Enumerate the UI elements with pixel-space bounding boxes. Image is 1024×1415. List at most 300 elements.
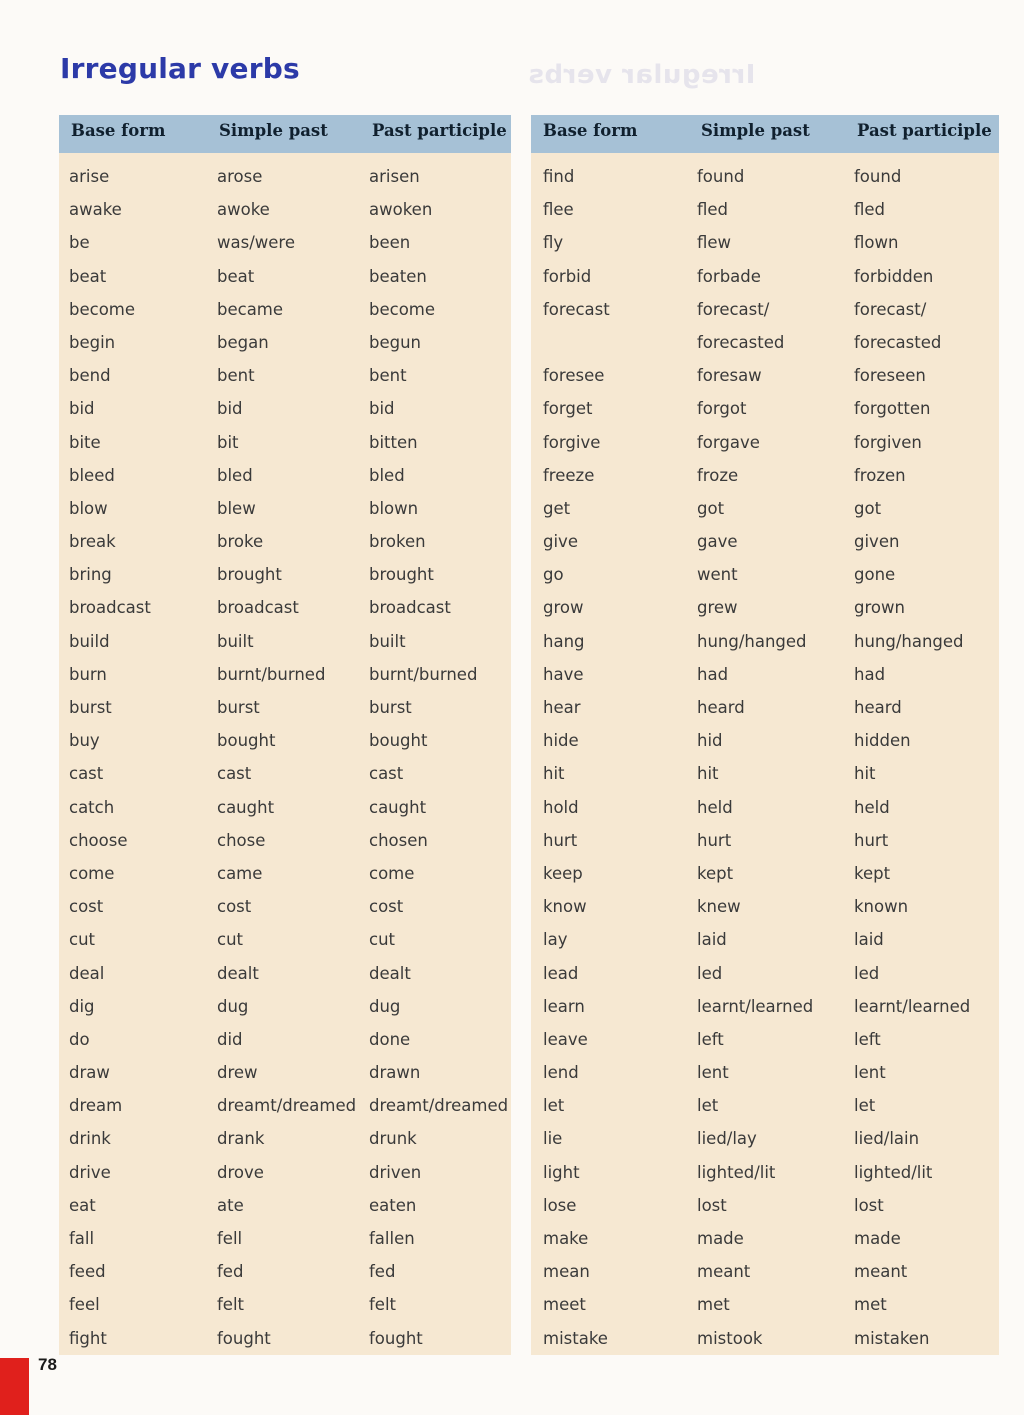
table-row [59,1255,511,1288]
table-row [59,226,511,259]
table-row [531,1089,999,1122]
past-participle-cell: forbidden [854,266,934,286]
simple-past-cell: beat [217,266,255,286]
simple-past-cell: drove [217,1162,264,1182]
base-form-cell: freeze [543,465,595,485]
past-participle-cell: got [854,498,882,518]
simple-past-cell: dug [217,996,249,1016]
table-body-left [59,160,511,1355]
past-participle-cell: been [369,233,411,253]
table-row [59,591,511,624]
past-participle-cell: fled [854,200,886,220]
table-row [59,1222,511,1255]
table-row [59,1122,511,1155]
table-row [59,1056,511,1089]
past-participle-cell: arisen [369,167,420,186]
table-row [59,326,511,359]
base-form-cell: hurt [543,830,578,850]
simple-past-cell: lost [697,1195,727,1215]
past-participle-cell: awoken [369,200,433,220]
past-participle-cell: hung/hanged [854,631,964,651]
past-participle-cell: hit [854,764,876,784]
simple-past-cell: knew [697,897,741,917]
past-participle-cell: forecast/ [854,299,927,319]
past-participle-cell: laid [854,930,884,950]
simple-past-cell: blew [217,498,256,518]
past-participle-cell: fallen [369,1229,415,1248]
simple-past-cell: came [217,863,263,883]
simple-past-cell: drew [217,1063,258,1083]
past-participle-cell: kept [854,863,891,883]
table-row [531,857,999,890]
base-form-cell: let [543,1096,565,1116]
simple-past-cell: flew [697,233,732,253]
table-row [531,260,999,293]
base-form-cell: burn [69,664,107,684]
header-past-participle: Past participle [372,121,507,140]
show-through-title: Irregular verbs [528,60,756,90]
base-form-cell: arise [69,167,110,186]
past-participle-cell: cut [369,930,395,950]
past-participle-cell: left [854,1029,881,1049]
past-participle-cell: bought [369,731,428,751]
base-form-cell: draw [69,1063,110,1083]
table-row [59,724,511,757]
past-participle-cell: grown [854,598,905,618]
base-form-cell: begin [69,332,116,352]
base-form-cell: lend [543,1063,579,1083]
past-participle-cell: bled [369,465,405,485]
simple-past-cell: held [697,797,733,817]
base-form-cell: make [543,1229,589,1248]
table-row [59,1023,511,1056]
table-row [531,724,999,757]
simple-past-cell: lent [697,1063,729,1083]
past-participle-cell: forgiven [854,432,922,452]
past-participle-cell: foreseen [854,366,926,386]
past-participle-cell: burst [369,698,412,717]
base-form-cell: bend [69,366,111,386]
past-participle-cell: bitten [369,432,418,452]
table-row [59,923,511,956]
base-form-cell: come [69,863,115,883]
past-participle-cell: frozen [854,465,906,485]
base-form-cell: dig [69,996,95,1016]
past-participle-cell: dug [369,996,401,1016]
table-row [59,857,511,890]
simple-past-cell: bent [217,366,255,386]
simple-past-cell: went [697,565,738,585]
past-participle-cell: known [854,897,909,917]
simple-past-cell: hid [697,731,723,751]
base-form-cell: bleed [69,465,115,485]
past-participle-cell: mistaken [854,1328,930,1348]
base-form-cell: forget [543,399,593,419]
simple-past-cell: fought [217,1328,271,1348]
simple-past-cell: forgot [697,399,747,419]
table-row [59,791,511,824]
simple-past-cell: began [217,332,269,352]
verb-table-right [531,115,999,1355]
base-form-cell: broadcast [69,598,151,618]
base-form-cell: cost [69,897,104,917]
simple-past-cell: learnt/learned [697,996,814,1016]
past-participle-cell: felt [369,1295,397,1315]
base-form-cell: drink [69,1129,111,1149]
past-participle-cell: given [854,532,900,552]
simple-past-cell: grew [697,598,738,618]
simple-past-cell: burnt/burned [217,664,326,684]
past-participle-cell: come [369,863,415,883]
table-row [531,990,999,1023]
table-row [59,392,511,425]
table-row [531,1023,999,1056]
past-participle-cell: lighted/lit [854,1162,933,1182]
simple-past-cell: cast [217,764,252,784]
table-row [59,990,511,1023]
past-participle-cell: forecasted [854,332,942,352]
simple-past-cell: gave [697,532,738,552]
base-form-cell: choose [69,830,128,850]
table-row [531,1222,999,1255]
simple-past-cell: awoke [217,200,270,220]
simple-past-cell: fed [217,1262,244,1282]
past-participle-cell: drunk [369,1129,417,1149]
base-form-cell: lead [543,963,579,983]
base-form-cell: break [69,532,116,552]
table-row [531,459,999,492]
simple-past-cell: led [697,963,723,983]
past-participle-cell: met [854,1295,887,1315]
past-participle-cell: broken [369,532,426,552]
simple-past-cell: cut [217,930,243,950]
simple-past-cell: bit [217,432,239,452]
table-row [59,359,511,392]
table-row [59,1288,511,1321]
past-participle-cell: lent [854,1063,886,1083]
past-participle-cell: had [854,664,886,684]
base-form-cell: eat [69,1195,96,1215]
past-participle-cell: burnt/burned [369,664,478,684]
base-form-cell: know [543,897,587,917]
base-form-cell: flee [543,200,574,220]
simple-past-cell: did [217,1029,243,1049]
simple-past-cell: chose [217,830,266,850]
base-form-cell: keep [543,863,583,883]
base-form-cell: beat [69,266,107,286]
base-form-cell: dream [69,1096,123,1116]
base-form-cell: hold [543,797,579,817]
past-participle-cell: gone [854,565,896,585]
simple-past-cell: forgave [697,432,760,452]
table-row [59,525,511,558]
table-header-left [59,115,511,153]
simple-past-cell: dealt [217,963,259,983]
simple-past-cell: fled [697,200,729,220]
past-participle-cell: caught [369,797,427,817]
simple-past-cell: found [697,167,745,186]
table-body-right [531,160,999,1355]
past-participle-cell: chosen [369,830,428,850]
table-row [59,193,511,226]
base-form-cell: become [69,299,136,319]
past-participle-cell: lost [854,1195,884,1215]
base-form-cell: drive [69,1162,111,1182]
simple-past-cell: bought [217,731,276,751]
page-title: Irregular verbs [60,52,300,85]
past-participle-cell: dealt [369,963,411,983]
past-participle-cell: held [854,797,890,817]
simple-past-cell: heard [697,698,745,717]
simple-past-cell: fell [217,1229,243,1248]
simple-past-cell: mistook [697,1328,763,1348]
table-row [531,1056,999,1089]
base-form-cell: cast [69,764,104,784]
base-form-cell: leave [543,1029,588,1049]
table-row [59,160,511,193]
table-row [59,492,511,525]
table-row [531,591,999,624]
base-form-cell: get [543,498,571,518]
simple-past-cell: ate [217,1195,244,1215]
base-form-cell: bid [69,399,95,419]
base-form-cell: bring [69,565,112,585]
table-row [59,1156,511,1189]
table-row [531,890,999,923]
table-row [531,160,999,193]
base-form-cell: feel [69,1295,100,1315]
base-form-cell: deal [69,963,105,983]
base-form-cell: forbid [543,266,592,286]
table-row [531,226,999,259]
simple-past-cell: foresaw [697,366,762,386]
simple-past-cell: broadcast [217,598,299,618]
table-row [531,625,999,658]
past-participle-cell: dreamt/dreamed [369,1096,509,1116]
simple-past-cell: forbade [697,266,761,286]
past-participle-cell: bent [369,366,407,386]
table-row [531,757,999,790]
table-row [59,459,511,492]
simple-past-cell: cost [217,897,252,917]
verb-table-left [59,115,511,1355]
simple-past-cell: brought [217,565,282,585]
table-row [59,957,511,990]
base-form-cell: hear [543,698,581,717]
past-participle-cell: fed [369,1262,396,1282]
header-base-form: Base form [71,121,166,140]
simple-past-cell: lied/lay [697,1129,757,1149]
past-participle-cell: flown [854,233,899,253]
table-row [531,1322,999,1355]
table-row [531,1156,999,1189]
base-form-cell: lay [543,930,568,950]
base-form-cell: awake [69,200,122,220]
base-form-cell: buy [69,731,100,751]
table-row [59,426,511,459]
simple-past-cell: got [697,498,725,518]
page-color-tab [0,1358,29,1415]
table-row [59,658,511,691]
base-form-cell: go [543,565,564,585]
table-row [59,824,511,857]
header-base-form: Base form [543,121,638,140]
past-participle-cell: brought [369,565,434,585]
past-participle-cell: begun [369,332,422,352]
base-form-cell: lose [543,1195,577,1215]
base-form-cell: have [543,664,584,684]
past-participle-cell: beaten [369,266,427,286]
past-participle-cell: blown [369,498,419,518]
simple-past-cell: froze [697,465,739,485]
table-row [59,1322,511,1355]
past-participle-cell: hurt [854,830,889,850]
base-form-cell: burst [69,698,112,717]
table-row [531,525,999,558]
table-row [531,1288,999,1321]
base-form-cell: grow [543,598,584,618]
simple-past-cell: left [697,1029,724,1049]
past-participle-cell: become [369,299,436,319]
past-participle-cell: meant [854,1262,908,1282]
simple-past-cell: meant [697,1262,751,1282]
page-number: 78 [38,1355,57,1374]
table-row [59,558,511,591]
simple-past-cell: bled [217,465,253,485]
table-row [531,558,999,591]
simple-past-cell: kept [697,863,734,883]
simple-past-cell: hit [697,764,719,784]
simple-past-cell: caught [217,797,275,817]
table-row [531,492,999,525]
table-row [531,923,999,956]
simple-past-cell: forecast/ [697,299,770,319]
past-participle-cell: driven [369,1162,422,1182]
table-header-right [531,115,999,153]
past-participle-cell: done [369,1029,411,1049]
table-row [59,293,511,326]
table-row [59,260,511,293]
table-row [59,890,511,923]
table-row [59,1089,511,1122]
simple-past-cell: laid [697,930,727,950]
past-participle-cell: fought [369,1328,423,1348]
simple-past-cell: had [697,664,729,684]
past-participle-cell: led [854,963,880,983]
simple-past-cell: hurt [697,830,732,850]
past-participle-cell: broadcast [369,598,451,618]
past-participle-cell: forgotten [854,399,931,419]
base-form-cell: forecast [543,299,610,319]
base-form-cell: lie [543,1129,563,1149]
simple-past-cell: forecasted [697,332,785,352]
past-participle-cell: let [854,1096,876,1116]
base-form-cell: fall [69,1229,95,1248]
simple-past-cell: hung/hanged [697,631,807,651]
base-form-cell: foresee [543,366,605,386]
base-form-cell: build [69,631,110,651]
base-form-cell: mistake [543,1328,608,1348]
base-form-cell: be [69,233,90,253]
base-form-cell: find [543,167,575,186]
past-participle-cell: found [854,167,902,186]
base-form-cell: learn [543,996,585,1016]
simple-past-cell: dreamt/dreamed [217,1096,357,1116]
table-row [531,791,999,824]
simple-past-cell: was/were [217,233,295,253]
simple-past-cell: felt [217,1295,245,1315]
base-form-cell: cut [69,930,95,950]
past-participle-cell: hidden [854,731,911,751]
header-past-participle: Past participle [857,121,992,140]
simple-past-cell: let [697,1096,719,1116]
table-row [531,326,999,359]
table-row [59,625,511,658]
base-form-cell: hide [543,731,579,751]
past-participle-cell: made [854,1229,901,1248]
base-form-cell: give [543,532,578,552]
header-simple-past: Simple past [701,121,810,140]
table-row [59,757,511,790]
base-form-cell: bite [69,432,101,452]
base-form-cell: hang [543,631,585,651]
past-participle-cell: learnt/learned [854,996,971,1016]
base-form-cell: forgive [543,432,601,452]
past-participle-cell: drawn [369,1063,421,1083]
table-row [531,193,999,226]
simple-past-cell: lighted/lit [697,1162,776,1182]
past-participle-cell: cost [369,897,404,917]
base-form-cell: mean [543,1262,590,1282]
past-participle-cell: bid [369,399,395,419]
past-participle-cell: built [369,631,406,651]
past-participle-cell: eaten [369,1195,417,1215]
table-row [531,359,999,392]
table-row [531,1122,999,1155]
header-simple-past: Simple past [219,121,328,140]
table-row [531,392,999,425]
table-row [531,1255,999,1288]
table-row [531,293,999,326]
simple-past-cell: built [217,631,254,651]
past-participle-cell: heard [854,698,902,717]
simple-past-cell: burst [217,698,260,717]
base-form-cell: meet [543,1295,586,1315]
table-row [531,658,999,691]
table-row [59,691,511,724]
table-row [531,691,999,724]
simple-past-cell: became [217,299,284,319]
base-form-cell: do [69,1029,90,1049]
table-row [531,426,999,459]
base-form-cell: feed [69,1262,106,1282]
simple-past-cell: arose [217,167,263,186]
base-form-cell: light [543,1162,580,1182]
simple-past-cell: broke [217,532,264,552]
base-form-cell: catch [69,797,115,817]
past-participle-cell: lied/lain [854,1129,920,1149]
base-form-cell: blow [69,498,108,518]
base-form-cell: hit [543,764,565,784]
base-form-cell: fight [69,1328,107,1348]
simple-past-cell: met [697,1295,730,1315]
simple-past-cell: made [697,1229,744,1248]
table-row [531,824,999,857]
table-row [531,1189,999,1222]
past-participle-cell: cast [369,764,404,784]
table-row [531,957,999,990]
base-form-cell: fly [543,233,564,253]
